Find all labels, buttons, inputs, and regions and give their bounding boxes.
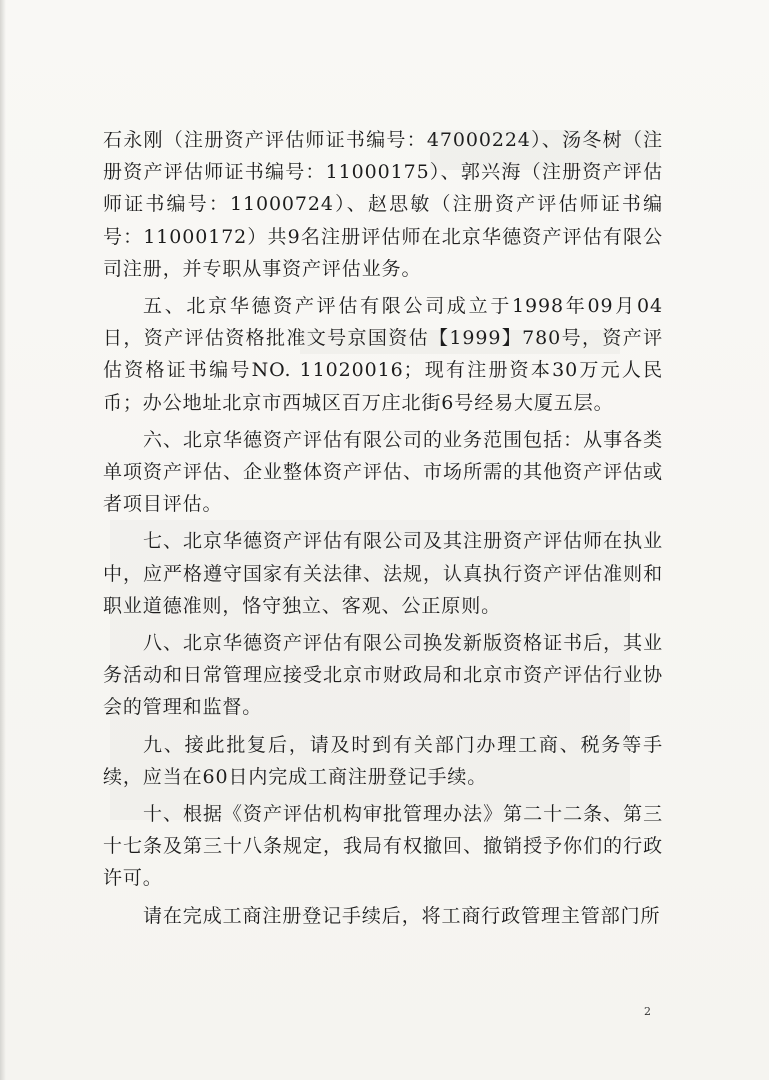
document-body [103,124,663,932]
paragraph-item-8: 八、北京华德资产评估有限公司换发新版资格证书后，其业务活动和日常管理应接受北京市财政局和北京市资产评估行业协会的管理和监督。 [103,632,663,719]
page-number: 2 [644,1005,651,1018]
paragraph-continuation: 石永刚（注册资产评估师证书编号：47000224）、汤冬树（注册资产评估师证书编号：11000175）、郭兴海（注册资产评估师证书编号：11000724）、赵思敏（注册资产评估师证书编号：11000172）共9名注册评估师在北京华德资产评估有限公司注册，并专职从事资产评估业务。 [103,129,663,280]
scan-shadow-edge [0,0,6,1080]
paragraph-item-10: 十、根据《资产评估机构审批管理办法》第二十二条、第三十七条及第三十八条规定，我局有权撤回、撤销授予你们的行政许可。 [103,803,663,890]
paragraph-item-6: 六、北京华德资产评估有限公司的业务范围包括：从事各类单项资产评估、企业整体资产评估、市场所需的其他资产评估或者项目评估。 [103,428,663,516]
paragraph-closing: 请在完成工商注册登记手续后，将工商行政管理主管部门所 [143,904,661,927]
paragraph-item-5: 五、北京华德资产评估有限公司成立于1998年09月04日，资产评估资格批准文号京国资估【1999】780号，资产评估资格证书编号NO. 11020016；现有注册资本30万元人民币；办公地址北京市西城区百万庄北街6号经易大厦五层。 [103,295,663,414]
paragraph-item-9: 九、接此批复后，请及时到有关部门办理工商、税务等手续，应当在60日内完成工商注册登记手续。 [103,733,663,788]
paragraph-item-7: 七、北京华德资产评估有限公司及其注册资产评估师在执业中，应严格遵守国家有关法律、法规，认真执行资产评估准则和职业道德准则，恪守独立、客观、公正原则。 [103,530,663,617]
